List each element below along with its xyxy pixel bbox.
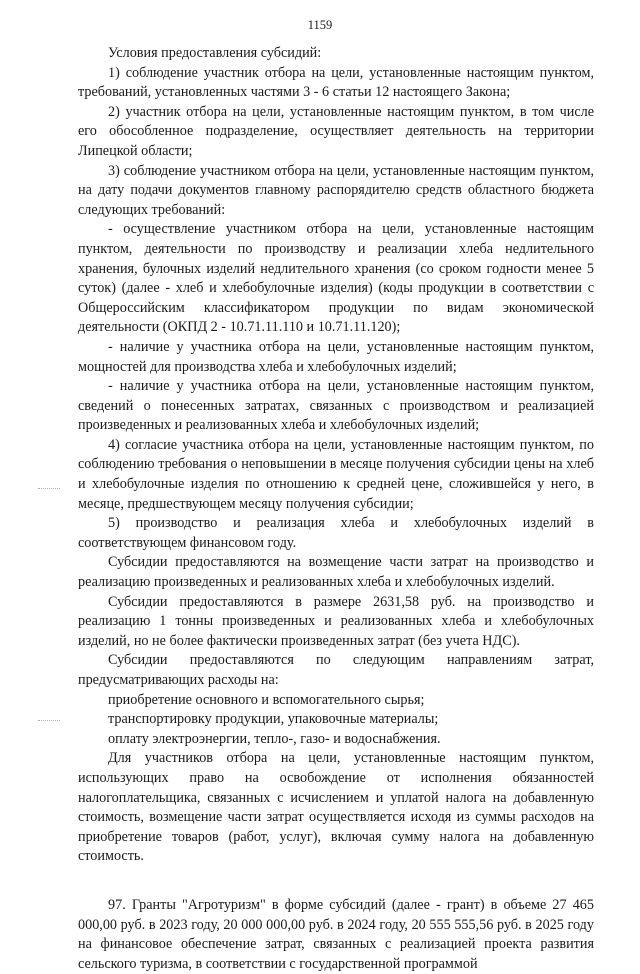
paragraph-direction-transport: транспортировку продукции, упаковочные материалы; [108,711,439,728]
paragraph-condition-5: 5) производство и реализация хлеба и хлебобулочных изделий в соответствующем финансовом году. [78,515,594,551]
paragraph-conditions-heading: Условия предоставления субсидий: [108,45,322,61]
page-number: 1159 [307,18,333,32]
paragraph-condition-3: 3) соблюдение участником отбора на цели, установленные настоящим пунктом, на дату подачи документов главному распорядителю средств областного бюджета следующих требований: [78,162,594,218]
paragraph-item-97-agrotourism: 97. Гранты "Агротуризм" в форме субсидий (далее - грант) в объеме 27 465 000,00 руб. в 2023 году, 20 000 000,00 руб. в 2024 году, 20 555 555,56 руб. в 2025 году на финансовое обеспечение затрат, связанных с реализацией проекта развития сельского туризма, в соответствии с государственной программой [78,896,594,972]
paragraph-condition-1: 1) соблюдение участник отбора на цели, установленные настоящим пунктом, требований, установленных частями 3 - 6 статьи 12 настоящего Закона; [78,64,594,101]
paragraph-direction-utilities: оплату электроэнергии, тепло-, газо- и водоснабжения. [108,730,441,747]
paragraph-subsidy-purpose: Субсидии предоставляются на возмещение части затрат на производство и реализацию произведенных и реализованных хлеба и хлебобулочных изделий. [78,554,594,591]
paragraph-requirement-capacity: - наличие у участника отбора на цели, установленные настоящим пунктом, мощностей для производства хлеба и хлебобулочных изделий; [78,338,594,375]
paragraph-requirement-costs: - наличие у участника отбора на цели, установленные настоящим пунктом, сведений о понесенных затратах, связанных с производством и реализацией произведенных и реализованных хлеба и хлебобулочных изделий; [78,378,594,434]
paragraph-direction-raw-materials: приобретение основного и вспомогательного сырья; [108,691,425,708]
document-body [78,44,594,974]
paragraph-subsidy-amount: Субсидии предоставляются в размере 2631,58 руб. на производство и реализацию 1 тонны произведенных и реализованных хлеба и хлебобулочных изделий, но не более фактически произведенных затрат (без учета НДС). [78,593,594,649]
paragraph-condition-4: 4) согласие участника отбора на цели, установленные настоящим пунктом, по соблюдению требования о неповышении в месяце получения субсидии цены на хлеб и хлебобулочные изделия по отношению к средней цене, сложившейся у него, в месяце, предшествующем месяцу получения субсидии; [78,436,594,512]
paragraph-condition-2: 2) участник отбора на цели, установленные настоящим пунктом, в том числе его обособленное подразделение, осуществляет деятельность на территории Липецкой области; [78,103,594,159]
margin-dotted-mark [38,488,60,490]
paragraph-requirement-activity: - осуществление участником отбора на цели, установленные настоящим пунктом, деятельности по производству и реализации хлеба недлительного хранения, булочных изделий недлительного хранения (со сроком годности менее 5 суток) (далее - хлеб и хлебобулочные изделия) (коды продукции в соответствии с Общероссийским классификатором продукции по видам экономической деятельности (ОКПД 2 - 10.71.11.110 и 10.71.11.120); [78,221,594,336]
paragraph-vat-exemption: Для участников отбора на цели, установленные настоящим пунктом, использующих право на освобождение от исполнения обязанностей налогоплательщика, связанных с исчислением и уплатой налога на добавленную стоимость, возмещение части затрат осуществляется исходя из суммы расходов на приобретение товаров (работ, услуг), включая сумму налога на добавленную стоимость. [78,750,594,865]
paragraph-cost-directions: Субсидии предоставляются по следующим направлениям затрат, предусматривающих расходы на: [78,652,594,688]
margin-dotted-mark [38,720,60,722]
